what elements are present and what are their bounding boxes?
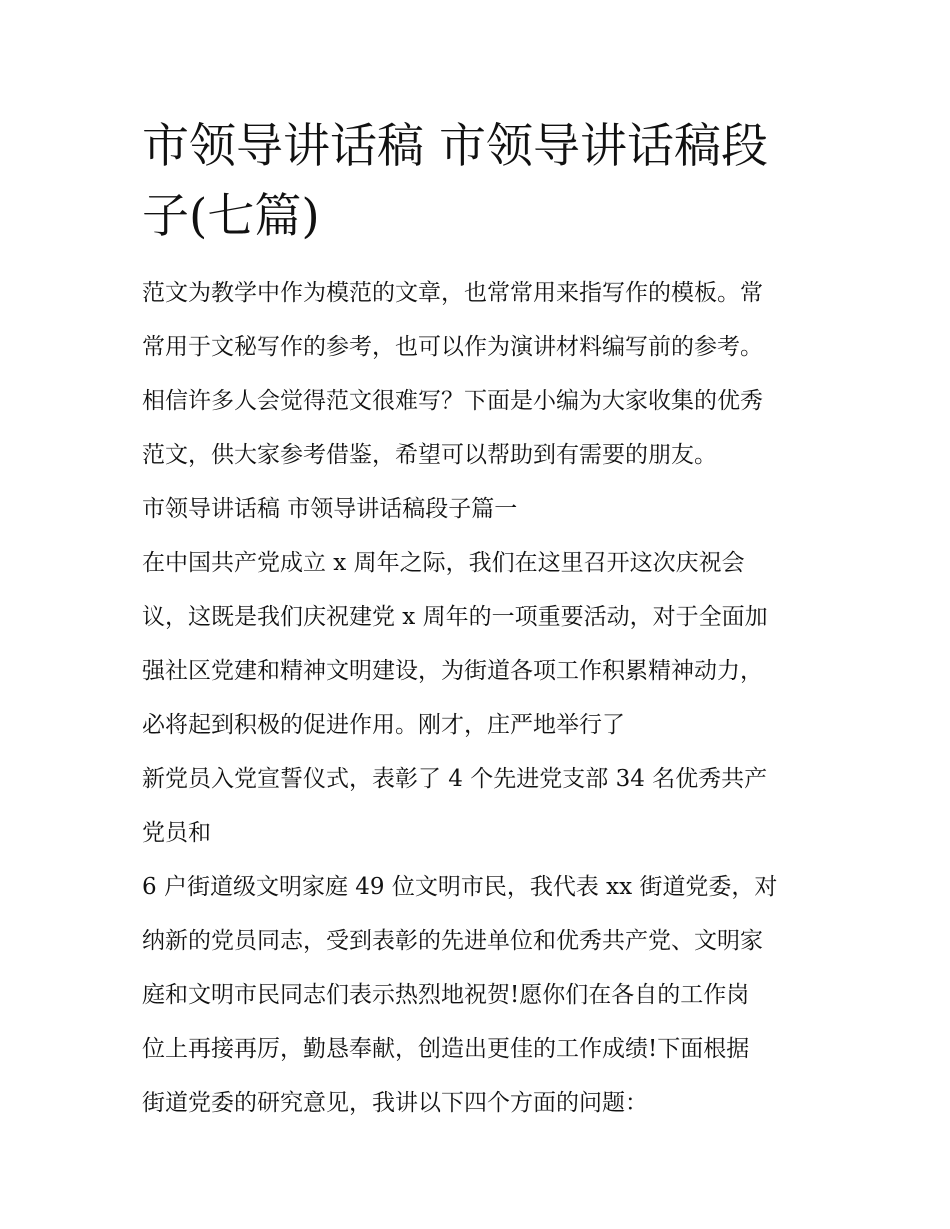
body-line: 庭和文明市民同志们表示热烈地祝贺!愿你们在各自的工作岗 xyxy=(142,982,750,1008)
document-content xyxy=(142,112,822,1130)
body-line: 议，这既是我们庆祝建党 x 周年的一项重要活动，对于全面加 xyxy=(142,604,768,630)
title-line: 子(七篇) xyxy=(142,189,320,244)
section-heading: 市领导讲话稿 市领导讲话稿段子篇一 xyxy=(142,496,518,522)
body-line: 在中国共产党成立 x 周年之际，我们在这里召开这次庆祝会 xyxy=(142,550,745,576)
body-line: 必将起到积极的促进作用。刚才，庄严地举行了 xyxy=(142,712,625,738)
body-line: 街道党委的研究意见，我讲以下四个方面的问题： xyxy=(142,1090,648,1116)
body-line: 党员和 xyxy=(142,820,211,846)
body-line: 相信许多人会觉得范文很难写？下面是小编为大家收集的优秀 xyxy=(142,388,763,414)
body-line: 范文为教学中作为模范的文章，也常常用来指写作的模板。常 xyxy=(142,280,763,306)
title-line: 市领导讲话稿 市领导讲话稿段 xyxy=(142,119,768,174)
document-body xyxy=(142,266,822,1130)
document-title xyxy=(142,112,822,252)
body-line: 常用于文秘写作的参考，也可以作为演讲材料编写前的参考。 xyxy=(142,334,763,360)
body-line: 位上再接再厉，勤恳奉献，创造出更佳的工作成绩!下面根据 xyxy=(142,1036,750,1062)
body-line: 强社区党建和精神文明建设，为街道各项工作积累精神动力， xyxy=(142,658,763,684)
body-line: 新党员入党宣誓仪式，表彰了 4 个先进党支部 34 名优秀共产 xyxy=(142,766,768,792)
body-line: 纳新的党员同志，受到表彰的先进单位和优秀共产党、文明家 xyxy=(142,928,763,954)
body-line: 6 户街道级文明家庭 49 位文明市民，我代表 xx 街道党委，对 xyxy=(142,874,778,900)
body-line: 范文，供大家参考借鉴，希望可以帮助到有需要的朋友。 xyxy=(142,442,717,468)
